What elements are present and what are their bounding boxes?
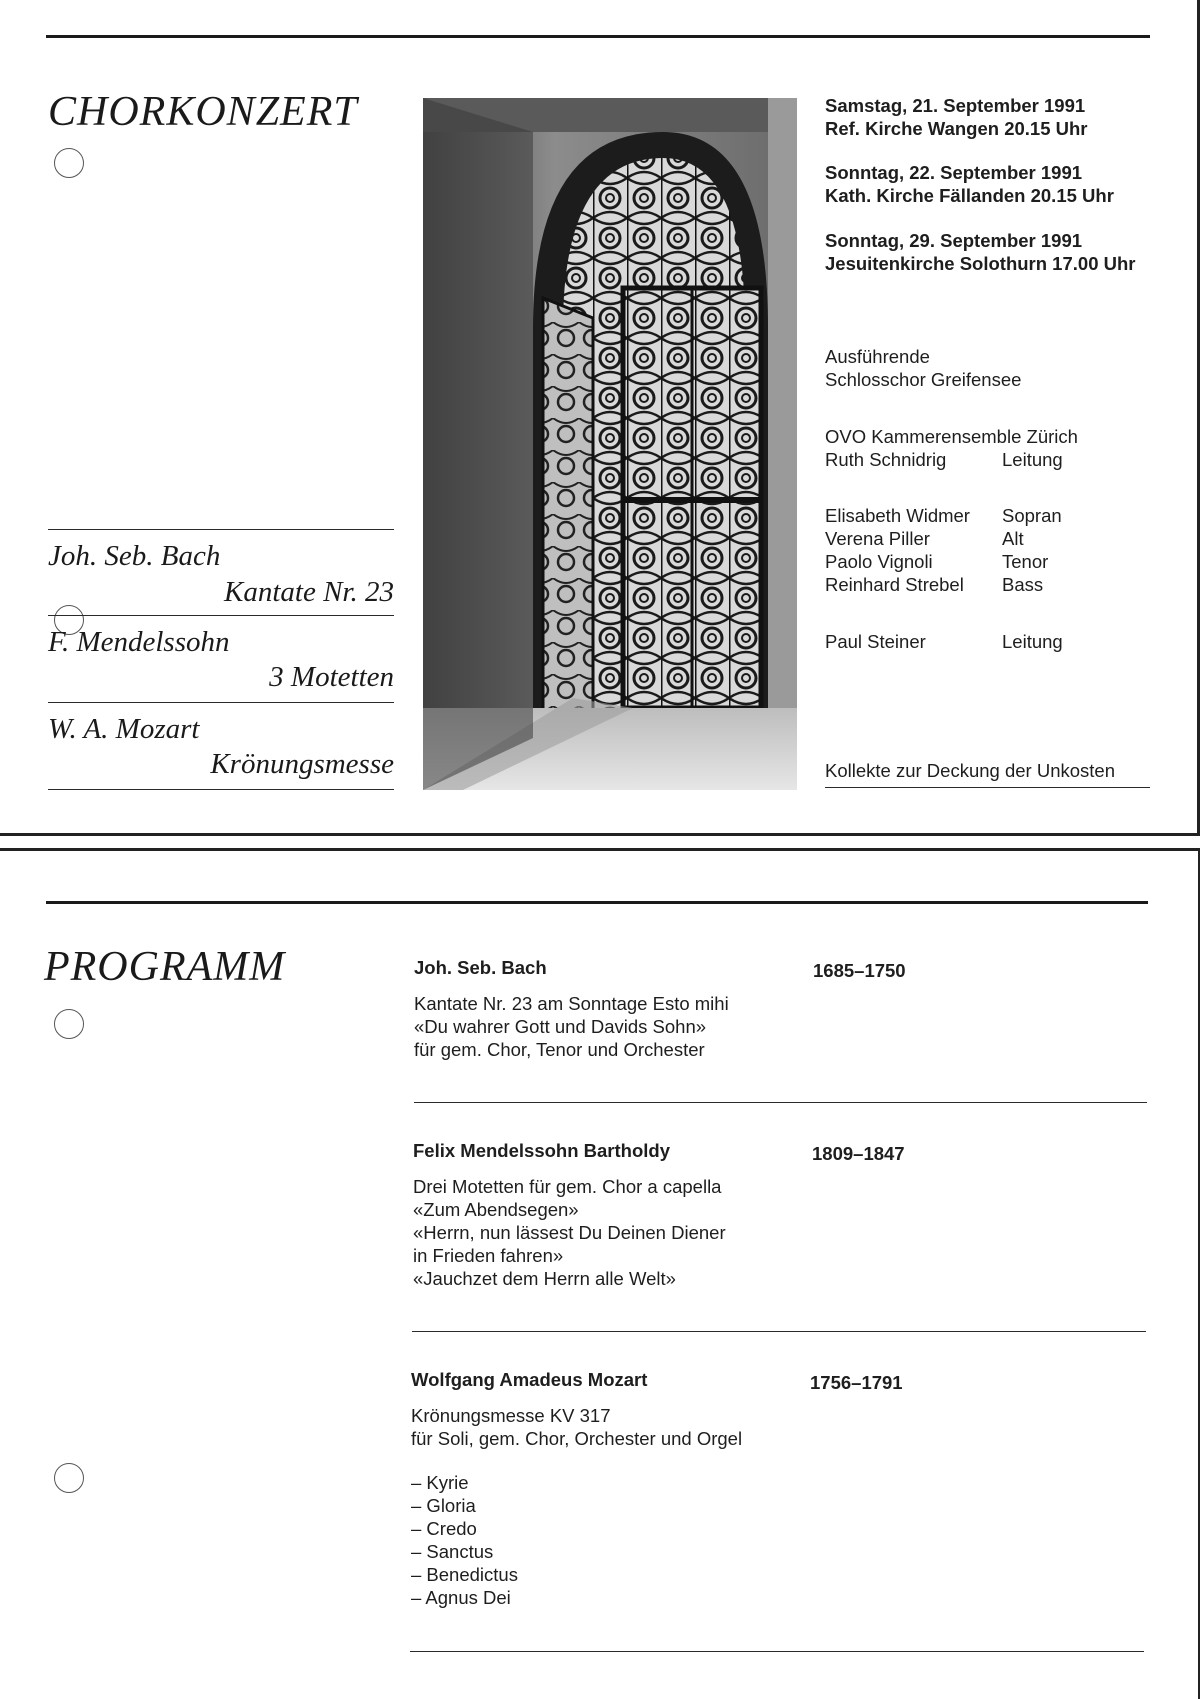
program-line: «Jauchzet dem Herrn alle Welt» bbox=[413, 1268, 676, 1289]
program-line: Krönungsmesse KV 317 bbox=[411, 1405, 611, 1426]
movement-item: – Credo bbox=[411, 1518, 477, 1539]
composer-years: 1685–1750 bbox=[813, 960, 906, 981]
program-line: in Frieden fahren» bbox=[413, 1245, 564, 1266]
program-description bbox=[413, 1175, 726, 1290]
conductor-role: Leitung bbox=[1002, 631, 1063, 652]
cover-sheet bbox=[0, 0, 1200, 836]
work-composer: W. A. Mozart bbox=[48, 713, 200, 745]
composer-years: 1756–1791 bbox=[810, 1372, 903, 1393]
soloist-role: Alt bbox=[1002, 528, 1024, 549]
program-divider bbox=[410, 1651, 1144, 1652]
program-line: Kantate Nr. 23 am Sonntage Esto mihi bbox=[414, 993, 729, 1014]
concert-date: Sonntag, 22. September 1991 bbox=[825, 162, 1083, 183]
work-composer: Joh. Seb. Bach bbox=[48, 540, 221, 572]
program-line: «Zum Abendsegen» bbox=[413, 1199, 579, 1220]
church-gate-photo bbox=[423, 98, 797, 790]
top-rule bbox=[46, 35, 1150, 38]
work-title: 3 Motetten bbox=[269, 661, 394, 693]
choir-name: Schlosschor Greifensee bbox=[825, 369, 1022, 390]
program-composer: Joh. Seb. Bach bbox=[414, 957, 547, 978]
program-line: für gem. Chor, Tenor und Orchester bbox=[414, 1039, 705, 1060]
soloist-name: Paolo Vignoli bbox=[825, 551, 933, 572]
composer-years: 1809–1847 bbox=[812, 1143, 905, 1164]
concert-venue: Kath. Kirche Fällanden 20.15 Uhr bbox=[825, 185, 1114, 206]
cover-title: CHORKONZERT bbox=[48, 89, 358, 135]
soloist-role: Tenor bbox=[1002, 551, 1049, 572]
sheet-gap bbox=[0, 836, 1200, 848]
movement-item: – Agnus Dei bbox=[411, 1587, 511, 1608]
program-divider bbox=[414, 1102, 1147, 1103]
ensemble-name: OVO Kammerensemble Zürich bbox=[825, 426, 1078, 447]
program-composer: Wolfgang Amadeus Mozart bbox=[411, 1369, 648, 1390]
program-line: «Du wahrer Gott und Davids Sohn» bbox=[414, 1016, 707, 1037]
movement-item: – Benedictus bbox=[411, 1564, 518, 1585]
conductor-name: Paul Steiner bbox=[825, 631, 926, 652]
ensemble-leader-role: Leitung bbox=[1002, 449, 1063, 470]
program-top-rule bbox=[46, 901, 1148, 904]
soloist-name: Reinhard Strebel bbox=[825, 574, 964, 595]
punch-hole bbox=[54, 1463, 84, 1493]
concert-venue: Ref. Kirche Wangen 20.15 Uhr bbox=[825, 118, 1088, 139]
work-divider bbox=[48, 529, 394, 530]
mass-movements bbox=[411, 1471, 518, 1609]
program-divider bbox=[412, 1331, 1146, 1332]
concert-date: Samstag, 21. September 1991 bbox=[825, 95, 1086, 116]
movement-item: – Sanctus bbox=[411, 1541, 494, 1562]
punch-hole bbox=[54, 148, 84, 178]
program-title: PROGRAMM bbox=[44, 944, 286, 990]
program-composer: Felix Mendelssohn Bartholdy bbox=[413, 1140, 670, 1161]
collection-note: Kollekte zur Deckung der Unkosten bbox=[825, 760, 1115, 781]
movement-item: – Gloria bbox=[411, 1495, 476, 1516]
concert-dates bbox=[825, 94, 1135, 275]
soloist-role: Sopran bbox=[1002, 505, 1062, 526]
punch-hole bbox=[54, 1009, 84, 1039]
ensemble-leader-name: Ruth Schnidrig bbox=[825, 449, 947, 470]
work-composer: F. Mendelssohn bbox=[48, 626, 230, 658]
work-title: Krönungsmesse bbox=[210, 748, 394, 780]
work-divider bbox=[48, 789, 394, 790]
collection-rule bbox=[825, 787, 1150, 788]
soloist-name: Verena Piller bbox=[825, 528, 930, 549]
program-description bbox=[414, 992, 729, 1061]
movement-item: – Kyrie bbox=[411, 1472, 469, 1493]
soloist-name: Elisabeth Widmer bbox=[825, 505, 970, 526]
program-line: für Soli, gem. Chor, Orchester und Orgel bbox=[411, 1428, 743, 1449]
work-divider bbox=[48, 702, 394, 703]
work-title: Kantate Nr. 23 bbox=[224, 576, 394, 608]
concert-venue: Jesuitenkirche Solothurn 17.00 Uhr bbox=[825, 253, 1136, 274]
program-line: «Herrn, nun lässest Du Deinen Diener bbox=[413, 1222, 726, 1243]
performers-heading: Ausführende bbox=[825, 346, 930, 367]
concert-date: Sonntag, 29. September 1991 bbox=[825, 230, 1083, 251]
soloist-role: Bass bbox=[1002, 574, 1044, 595]
program-description bbox=[411, 1404, 742, 1450]
program-line: Drei Motetten für gem. Chor a capella bbox=[413, 1176, 722, 1197]
work-divider bbox=[48, 615, 394, 616]
program-sheet bbox=[0, 848, 1200, 1699]
